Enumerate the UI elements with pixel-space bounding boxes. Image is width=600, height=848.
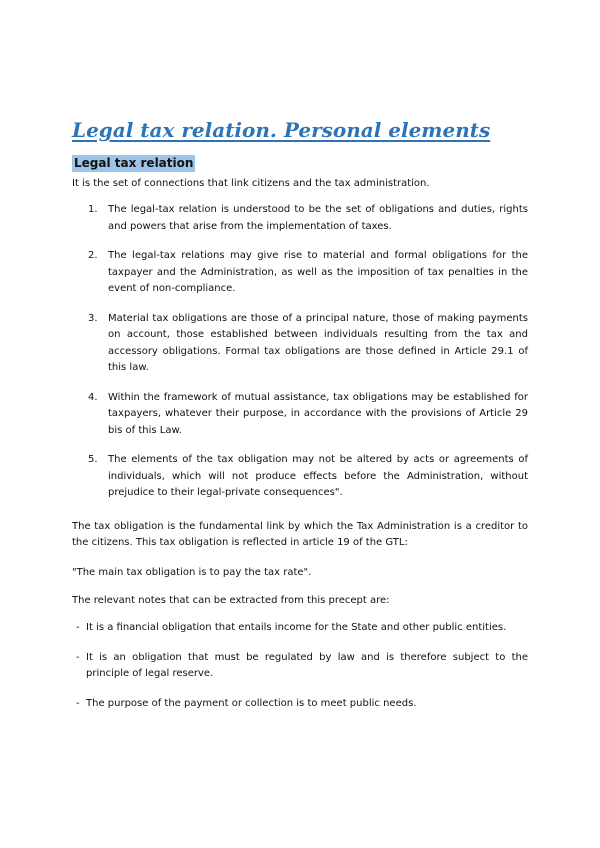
quote-paragraph: "The main tax obligation is to pay the tax rate".: [72, 567, 312, 578]
list-dash: -: [76, 622, 80, 633]
list-number: 5.: [88, 454, 98, 465]
list-number: 4.: [88, 391, 98, 403]
notes-intro-paragraph: The relevant notes that can be extracted from this precept are:: [72, 595, 390, 606]
list-item-text: It is an obligation that must be regulated by law and is therefore subject to the principle of legal reserve.: [86, 651, 528, 679]
list-item-text: It is a financial obligation that entails income for the State and other public entities.: [86, 622, 507, 633]
section-heading: Legal tax relation: [74, 156, 194, 170]
numbered-list: [72, 202, 528, 515]
list-item-text: Material tax obligations are those of a principal nature, those of making payments on account, those established between individuals resulting from the tax and accessory obligations. Formal tax obligations are those defined in Article 29.1 of this law.: [108, 312, 528, 373]
list-dash: -: [76, 697, 80, 709]
list-item: [72, 650, 528, 683]
list-item-text: The legal-tax relation is understood to be the set of obligations and duties, rights and powers that arise from the implementation of taxes.: [108, 204, 528, 232]
dash-list: [72, 620, 528, 725]
list-item: [72, 202, 528, 235]
list-item: [72, 452, 528, 502]
list-item-text: The elements of the tax obligation may not be altered by acts or agreements of individuals, which will not produce effects before the Administration, without prejudice to their legal-private consequences".: [108, 454, 528, 498]
intro-paragraph: It is the set of connections that link citizens and the tax administration.: [72, 178, 430, 189]
list-item-text: The purpose of the payment or collection is to meet public needs.: [86, 697, 417, 709]
list-number: 1.: [88, 204, 98, 215]
list-item-text: Within the framework of mutual assistance, tax obligations may be established for taxpayers, whatever their purpose, in accordance with the provisions of Article 29 bis of this Law.: [108, 391, 528, 436]
list-item: [72, 696, 528, 713]
page-title: Legal tax relation. Personal elements: [72, 118, 491, 142]
list-number: 3.: [88, 312, 98, 324]
list-item: [72, 311, 528, 377]
list-item: [72, 620, 528, 637]
list-item: [72, 248, 528, 298]
list-number: 2.: [88, 250, 98, 261]
list-item-text: The legal-tax relations may give rise to material and formal obligations for the taxpayer and the Administration, as well as the imposition of tax penalties in the event of non-compliance.: [108, 250, 528, 294]
list-dash: -: [76, 651, 80, 663]
list-item: [72, 390, 528, 440]
tax-obligation-paragraph: The tax obligation is the fundamental link by which the Tax Administration is a creditor to the citizens. This tax obligation is reflected in article 19 of the GTL:: [72, 521, 528, 548]
